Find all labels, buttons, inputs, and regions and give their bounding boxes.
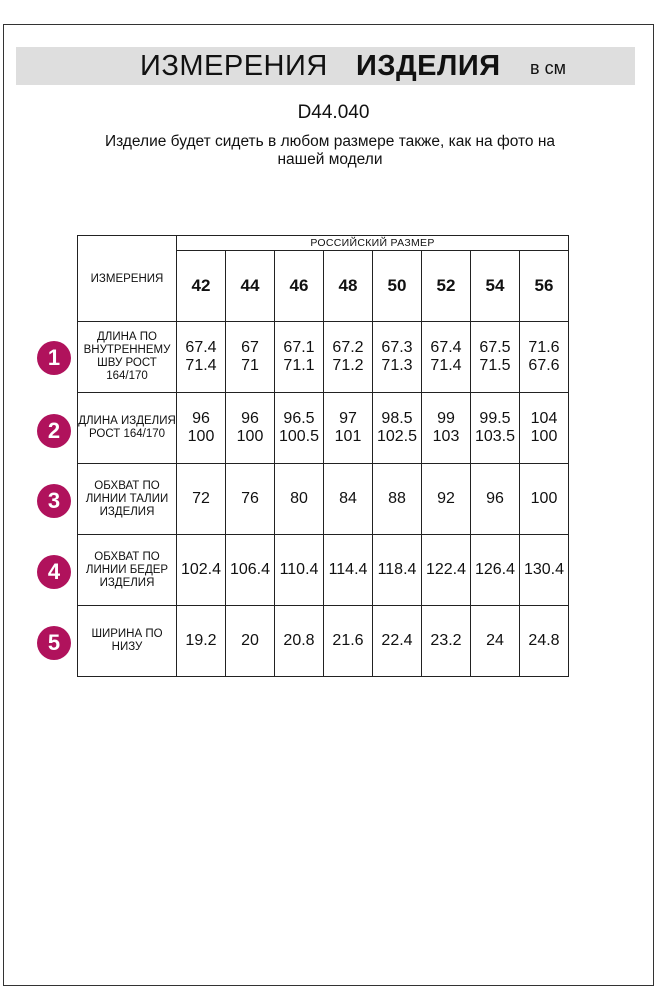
table-cell: 122.4 — [422, 535, 471, 606]
cell-value-primary: 104 — [530, 410, 558, 427]
table-cell: 20.8 — [275, 606, 324, 677]
row-label: ДЛИНА ИЗДЕЛИЯ РОСТ 164/170 — [78, 393, 177, 464]
table-cell — [324, 322, 373, 393]
table-cell: 106.4 — [226, 535, 275, 606]
cell-value-secondary: 101 — [334, 428, 362, 445]
cell-value-secondary: 71.4 — [185, 357, 217, 374]
cell-value-primary: 67.1 — [283, 339, 315, 356]
cell-value-secondary: 71.5 — [479, 357, 511, 374]
cell-value-secondary: 100 — [530, 428, 558, 445]
size-header: 46 — [275, 251, 324, 322]
table-cell: 96 — [471, 464, 520, 535]
table-cell: 130.4 — [520, 535, 569, 606]
article-number: D44.040 — [297, 102, 370, 123]
size-header: 48 — [324, 251, 373, 322]
table-cell — [422, 393, 471, 464]
cell-value-primary: 71.6 — [528, 339, 560, 356]
cell-value-secondary: 71 — [241, 357, 259, 374]
row-number-badge: 5 — [37, 626, 71, 660]
cell-value-secondary: 71.1 — [283, 357, 315, 374]
table-cell — [373, 393, 422, 464]
header-title-measure: ИЗМЕРЕНИЯ — [140, 50, 328, 82]
size-group-header: РОССИЙСКИЙ РАЗМЕР — [177, 236, 569, 251]
header-title-item: ИЗДЕЛИЯ — [356, 50, 501, 82]
cell-value-primary: 97 — [339, 410, 357, 427]
cell-value-primary: 67.5 — [479, 339, 511, 356]
table-cell: 80 — [275, 464, 324, 535]
table-cell: 72 — [177, 464, 226, 535]
cell-value-secondary: 67.6 — [528, 357, 560, 374]
cell-value-primary: 67.4 — [185, 339, 217, 356]
cell-value-primary: 99.5 — [479, 410, 511, 427]
cell-value-primary: 67.2 — [332, 339, 364, 356]
cell-value-secondary: 103 — [432, 428, 460, 445]
row-number-badge: 3 — [37, 484, 71, 518]
table-cell: 102.4 — [177, 535, 226, 606]
table-cell — [226, 393, 275, 464]
cell-value-secondary: 100.5 — [278, 428, 320, 445]
table-cell: 110.4 — [275, 535, 324, 606]
table-cell: 92 — [422, 464, 471, 535]
table-row — [78, 322, 569, 393]
row-label: ШИРИНА ПО НИЗУ — [78, 606, 177, 677]
cell-value-primary: 96 — [241, 410, 259, 427]
table-cell: 88 — [373, 464, 422, 535]
size-header: 44 — [226, 251, 275, 322]
table-cell — [275, 322, 324, 393]
table-cell: 24.8 — [520, 606, 569, 677]
table-cell: 22.4 — [373, 606, 422, 677]
row-number-badge: 4 — [37, 555, 71, 589]
row-label: ОБХВАТ ПО ЛИНИИ БЕДЕР ИЗДЕЛИЯ — [78, 535, 177, 606]
table-cell: 23.2 — [422, 606, 471, 677]
table-cell — [520, 393, 569, 464]
cell-value-secondary: 71.3 — [381, 357, 413, 374]
table-cell — [471, 393, 520, 464]
cell-value-primary: 67.4 — [430, 339, 462, 356]
cell-value-secondary: 71.2 — [332, 357, 364, 374]
cell-value-primary: 96 — [192, 410, 210, 427]
table-cell: 20 — [226, 606, 275, 677]
table-cell: 100 — [520, 464, 569, 535]
table-row — [78, 535, 569, 606]
table-row — [78, 606, 569, 677]
table-cell — [520, 322, 569, 393]
size-header: 56 — [520, 251, 569, 322]
cell-value-secondary: 103.5 — [474, 428, 516, 445]
cell-value-primary: 98.5 — [381, 410, 413, 427]
cell-value-primary: 67.3 — [381, 339, 413, 356]
size-header: 54 — [471, 251, 520, 322]
cell-value-primary: 96.5 — [283, 410, 315, 427]
size-header: 50 — [373, 251, 422, 322]
cell-value-secondary: 71.4 — [430, 357, 462, 374]
cell-value-secondary: 100 — [236, 428, 264, 445]
table-cell — [471, 322, 520, 393]
row-number-badge: 1 — [37, 341, 71, 375]
size-header: 42 — [177, 251, 226, 322]
cell-value-primary: 67 — [241, 339, 259, 356]
table-cell — [373, 322, 422, 393]
table-cell — [226, 322, 275, 393]
table-cell: 118.4 — [373, 535, 422, 606]
table-cell: 84 — [324, 464, 373, 535]
table-cell: 114.4 — [324, 535, 373, 606]
size-header: 52 — [422, 251, 471, 322]
cell-value-primary: 99 — [437, 410, 455, 427]
size-table — [77, 235, 569, 677]
table-cell: 126.4 — [471, 535, 520, 606]
table-cell — [324, 393, 373, 464]
row-number-badge: 2 — [37, 414, 71, 448]
measure-column-header: ИЗМЕРЕНИЯ — [78, 236, 177, 322]
table-cell: 21.6 — [324, 606, 373, 677]
header-unit: в см — [530, 58, 566, 78]
table-cell: 76 — [226, 464, 275, 535]
cell-value-secondary: 102.5 — [376, 428, 418, 445]
table-row — [78, 393, 569, 464]
table-cell — [422, 322, 471, 393]
cell-value-secondary: 100 — [187, 428, 215, 445]
fit-note: Изделие будет сидеть в любом размере также, как на фото на нашей модели — [104, 133, 556, 168]
table-cell — [275, 393, 324, 464]
table-cell: 19.2 — [177, 606, 226, 677]
table-cell — [177, 322, 226, 393]
row-label: ОБХВАТ ПО ЛИНИИ ТАЛИИ ИЗДЕЛИЯ — [78, 464, 177, 535]
table-row — [78, 464, 569, 535]
table-cell: 24 — [471, 606, 520, 677]
table-cell — [177, 393, 226, 464]
row-label: ДЛИНА ПО ВНУТРЕННЕМУ ШВУ РОСТ 164/170 — [78, 322, 177, 393]
